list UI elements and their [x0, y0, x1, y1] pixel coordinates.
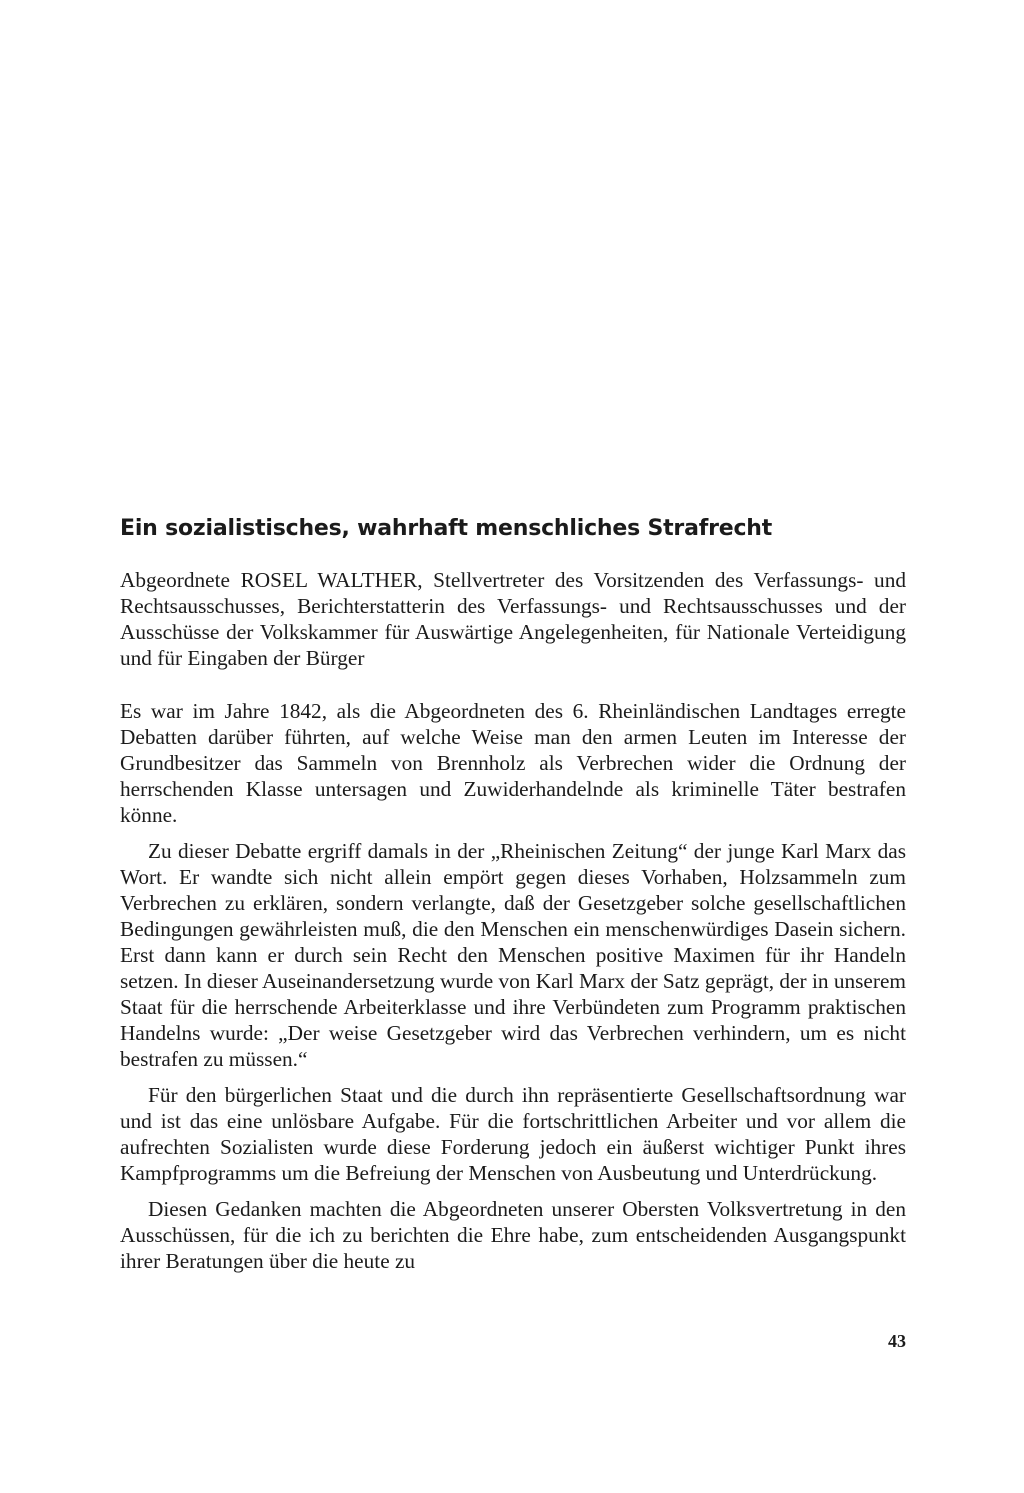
section-heading: Ein sozialistisches, wahrhaft menschliches Strafrecht [120, 516, 773, 541]
paragraph-3: Für den bürgerlichen Staat und die durch ihn repräsentierte Gesellschaftsordnung war und ist das eine unlösbare Aufgabe. Für die fortschrittlichen Arbeiter und vor allem die aufrechten Sozialisten wurde diese Forderung jedoch ein äußerst wichtiger Punkt ihres Kampfprogramms um die Befreiung der Menschen von Ausbeutung und Unterdrückung. [120, 1083, 906, 1185]
paragraph-4: Diesen Gedanken machten die Abgeordneten unserer Obersten Volksvertretung in den Ausschüssen, für die ich zu berichten die Ehre habe, zum entscheidenden Ausgangspunkt ihrer Beratungen über die heute zu [120, 1197, 906, 1273]
paragraph-2: Zu dieser Debatte ergriff damals in der „Rheinischen Zeitung“ der junge Karl Marx das Wort. Er wandte sich nicht allein empört gegen dieses Vorhaben, Holzsammeln zum Verbrechen zu erklären, sondern verlangte, daß der Gesetzgeber solche gesellschaftlichen Bedingungen gewährleisten muß, die den Menschen ein menschenwürdiges Dasein sichern. Erst dann kann er durch sein Recht den Menschen positive Maximen für ihr Handeln setzen. In dieser Auseinandersetzung wurde von Karl Marx der Satz geprägt, der in unserem Staat für die herrschende Arbeiterklasse und ihre Verbündeten zum Programm praktischen Handelns wurde: „Der weise Gesetzgeber wird das Verbrechen verhindern, um es nicht bestrafen zu müssen.“ [120, 839, 906, 1071]
speaker-introduction: Abgeordnete ROSEL WALTHER, Stellvertreter des Vorsitzenden des Verfassungs- und Rechtsausschusses, Berichterstatterin des Verfassungs- und Rechtsausschusses und der Ausschüsse der Volkskammer für Auswärtige Angelegenheiten, für Nationale Verteidigung und für Eingaben der Bürger [120, 568, 906, 670]
page-number: 43 [888, 1331, 906, 1351]
body-text [120, 698, 906, 1284]
paragraph-1: Es war im Jahre 1842, als die Abgeordneten des 6. Rheinländischen Landtages erregte Debatten darüber führten, auf welche Weise man den armen Leuten im Interesse der Grundbesitzer das Sammeln von Brennholz als Verbrechen wider die Ordnung der herrschenden Klasse untersagen und Zuwiderhandelnde als kriminelle Täter bestrafen könne. [120, 699, 906, 827]
